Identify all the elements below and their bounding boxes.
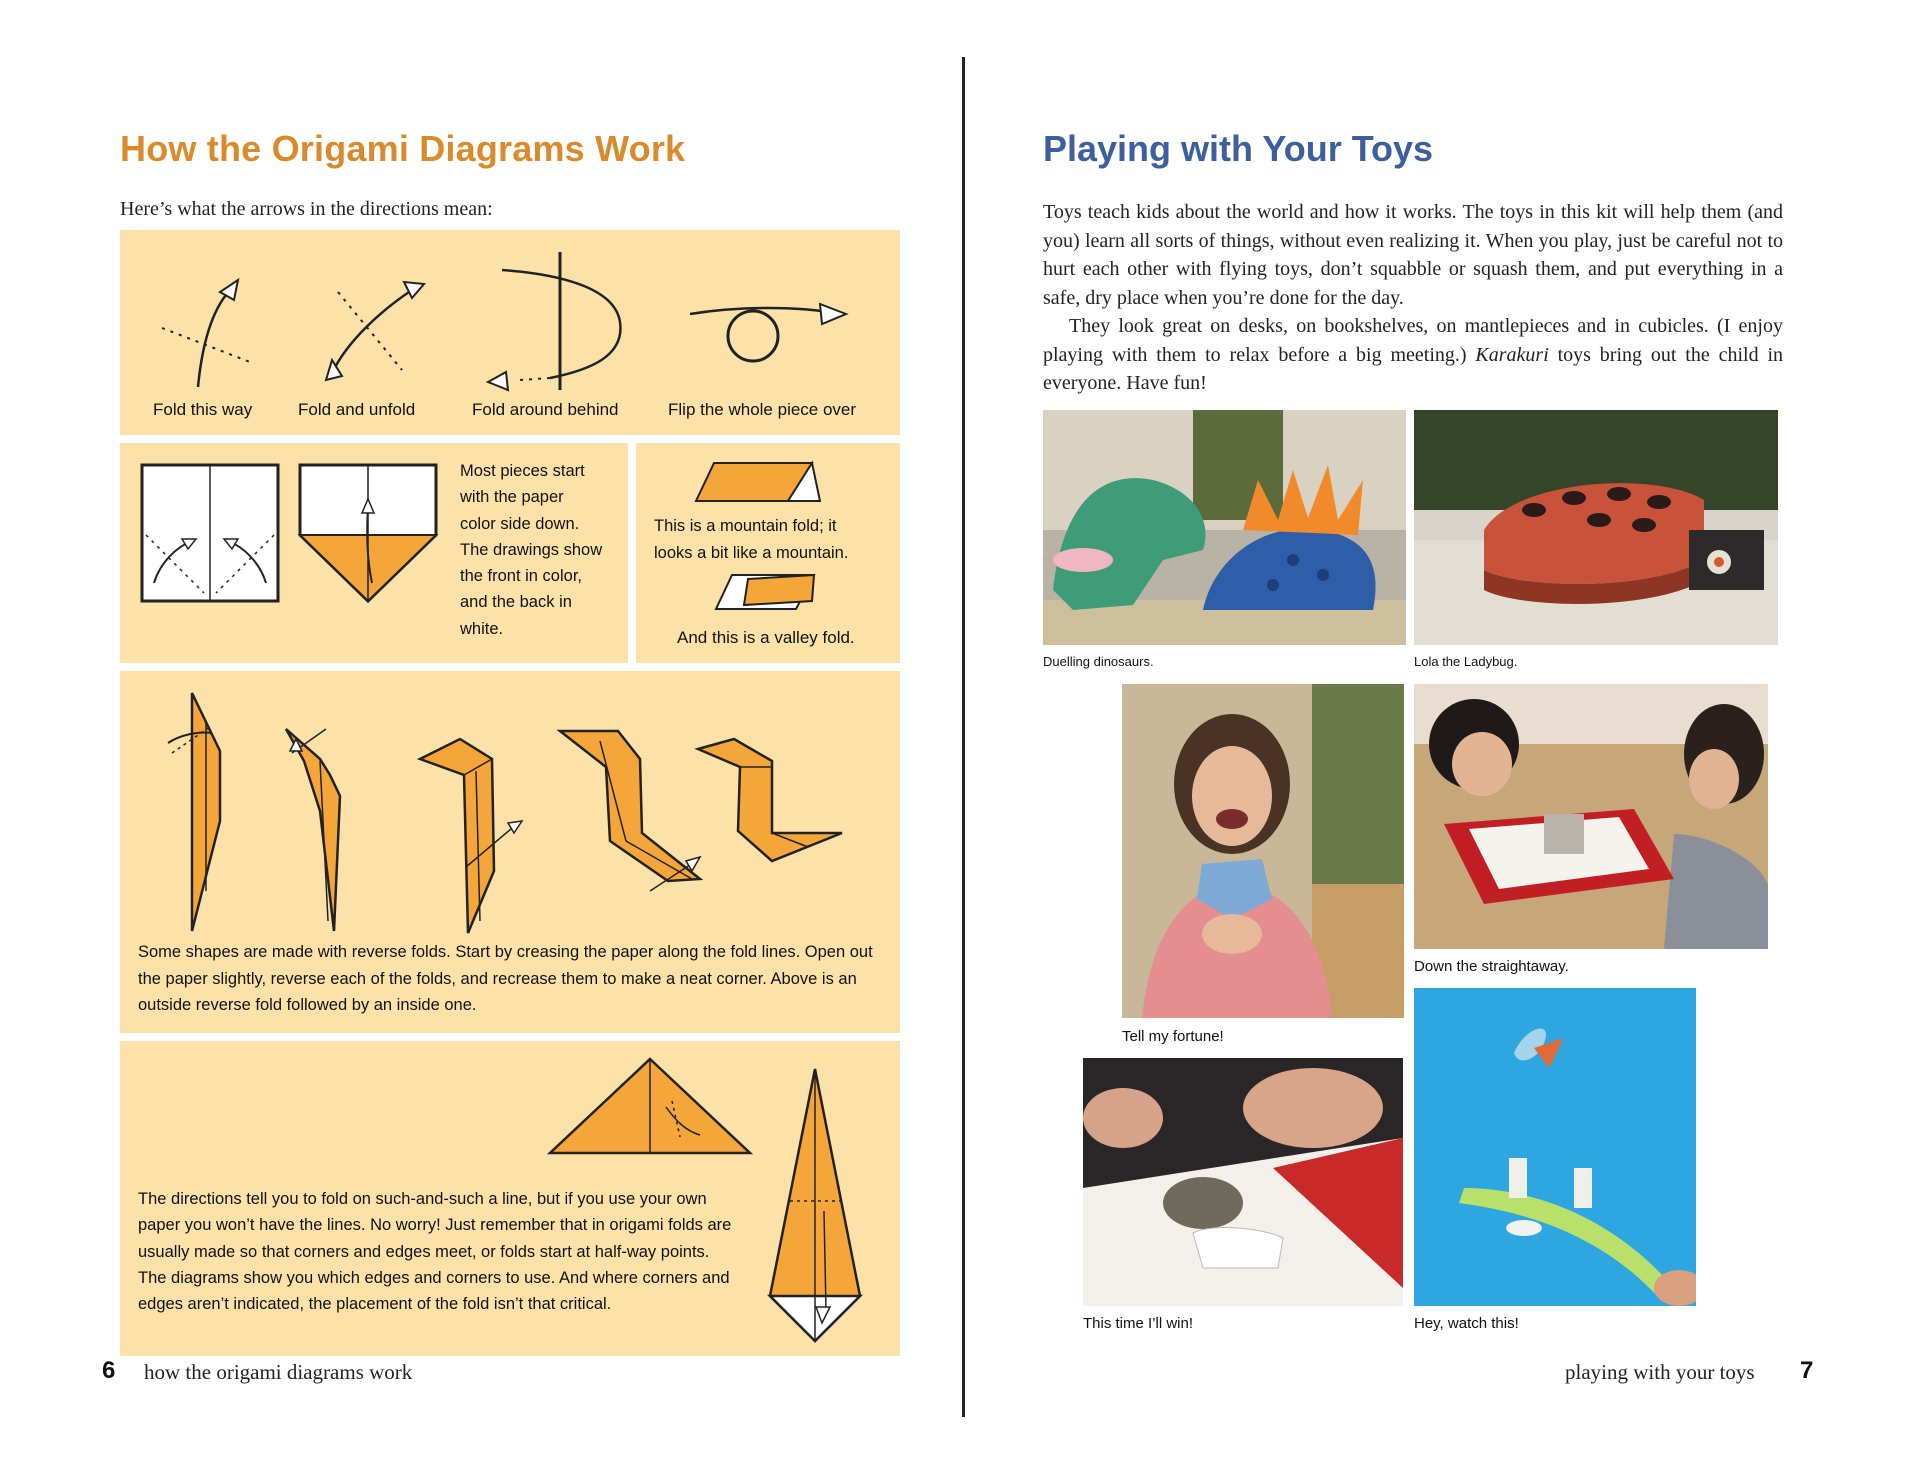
mountain-fold-icon bbox=[696, 463, 820, 501]
color-side-panel bbox=[120, 443, 628, 663]
color-side-line: and the back in bbox=[460, 593, 572, 612]
color-side-line: white. bbox=[460, 619, 504, 638]
fold-and-unfold-arrow-icon bbox=[326, 282, 424, 380]
fortune-caption: Tell my fortune! bbox=[1122, 1028, 1224, 1045]
fortune-teller-photo bbox=[1122, 684, 1404, 1018]
mountain-valley-panel bbox=[636, 443, 900, 663]
reverse-folds-line: Some shapes are made with reverse folds. Start by creasing the paper along the fold lines. Open out bbox=[138, 943, 873, 961]
paper-fold-diagram-icon bbox=[142, 465, 278, 601]
reverse-folds-diagram bbox=[120, 671, 900, 941]
race-photo bbox=[1083, 1058, 1403, 1306]
left-page-heading: How the Origami Diagrams Work bbox=[120, 128, 686, 169]
mountain-fold-text bbox=[654, 513, 894, 566]
reverse-fold-step-4-icon bbox=[560, 731, 700, 891]
left-page-number: 6 bbox=[102, 1357, 116, 1384]
reverse-fold-step-3-icon bbox=[420, 739, 522, 933]
seesaw-photo bbox=[1414, 988, 1696, 1306]
reverse-folds-line: outside reverse fold followed by an inside one. bbox=[138, 996, 477, 1014]
folded-color-diagram-icon bbox=[300, 465, 436, 601]
directions-text bbox=[138, 1186, 738, 1317]
straightaway-caption: Down the straightaway. bbox=[1414, 958, 1569, 975]
color-side-line: the front in color, bbox=[460, 567, 582, 586]
directions-line: The diagrams show you which edges and corners to use. And where corners and bbox=[138, 1268, 730, 1287]
directions-line: The directions tell you to fold on such-and-such a line, but if you use your own bbox=[138, 1190, 707, 1208]
karakuri-term: Karakuri bbox=[1475, 343, 1549, 366]
valley-fold-icon bbox=[716, 575, 814, 609]
fold-and-unfold-label: Fold and unfold bbox=[298, 400, 416, 419]
reverse-fold-step-2-icon bbox=[286, 729, 340, 931]
reverse-folds-text bbox=[138, 939, 898, 1019]
triangle-fold-icon bbox=[550, 1059, 750, 1153]
right-page-heading: Playing with Your Toys bbox=[1043, 128, 1434, 169]
fold-around-behind-arrow-icon bbox=[488, 252, 620, 390]
arrows-intro: Here’s what the arrows in the directions mean: bbox=[120, 198, 493, 220]
right-page-number: 7 bbox=[1800, 1357, 1814, 1384]
color-side-line: The drawings show bbox=[460, 540, 603, 559]
flip-over-arrow-icon bbox=[690, 304, 846, 361]
ladybug-caption: Lola the Ladybug. bbox=[1414, 654, 1518, 669]
color-side-text bbox=[460, 458, 625, 642]
color-side-line: with the paper bbox=[460, 488, 564, 507]
race-caption: This time I’ll win! bbox=[1083, 1315, 1194, 1332]
fold-around-behind-label: Fold around behind bbox=[472, 400, 619, 419]
body-paragraph-1: Toys teach kids about the world and how it works. The toys in this kit will help them (and you) learn all sorts of things, without even realizing it. When you play, just be careful not to hurt each other with flying toys, don’t squabble or squash them, and put everything in a safe, dry place when you’re done for the day. bbox=[1043, 201, 1783, 309]
valley-fold-text: And this is a valley fold. bbox=[677, 628, 855, 647]
color-side-line: color side down. bbox=[460, 514, 580, 533]
fold-this-way-arrow-icon bbox=[162, 280, 250, 387]
right-page-body bbox=[1043, 198, 1783, 398]
mountain-fold-line: looks a bit like a mountain. bbox=[654, 543, 849, 562]
reverse-folds-line: the paper slightly, reverse each of the folds, and recrease them to make a neat corner. Above is an bbox=[138, 969, 857, 988]
body-paragraph-2-end: toys bring out the child in everyone. Have fun! bbox=[1043, 343, 1784, 394]
ladybug-photo bbox=[1414, 410, 1778, 645]
mountain-fold-line: This is a mountain fold; it bbox=[654, 517, 837, 535]
reverse-fold-step-1-icon bbox=[168, 693, 220, 931]
left-running-footer: how the origami diagrams work bbox=[144, 1360, 413, 1384]
kite-fold-icon bbox=[770, 1069, 860, 1341]
color-side-line: Most pieces start bbox=[460, 462, 585, 480]
dinosaurs-photo bbox=[1043, 410, 1406, 645]
arrow-types-panel bbox=[120, 230, 900, 435]
directions-line: paper you won’t have the lines. No worry! Just remember that in origami folds are bbox=[138, 1216, 732, 1235]
straightaway-photo bbox=[1414, 684, 1768, 949]
body-paragraph-2 bbox=[1043, 312, 1783, 398]
right-running-footer: playing with your toys bbox=[1565, 1360, 1755, 1384]
dinosaurs-caption: Duelling dinosaurs. bbox=[1043, 654, 1154, 669]
seesaw-caption: Hey, watch this! bbox=[1414, 1315, 1519, 1332]
flip-over-label: Flip the whole piece over bbox=[668, 400, 857, 419]
reverse-folds-panel bbox=[120, 671, 900, 1033]
directions-line: usually made so that corners and edges meet, or folds start at half-way points. bbox=[138, 1242, 710, 1261]
body-paragraph-2-start: They look great on desks, on bookshelves, on mantlepieces and in cubicles. (I enjoy playing with them to relax before a big meeting.) bbox=[1043, 315, 1783, 366]
directions-line: edges aren’t indicated, the placement of the fold isn’t that critical. bbox=[138, 1295, 612, 1314]
directions-panel bbox=[120, 1041, 900, 1356]
reverse-fold-step-5-icon bbox=[698, 739, 842, 861]
fold-this-way-label: Fold this way bbox=[153, 400, 253, 419]
